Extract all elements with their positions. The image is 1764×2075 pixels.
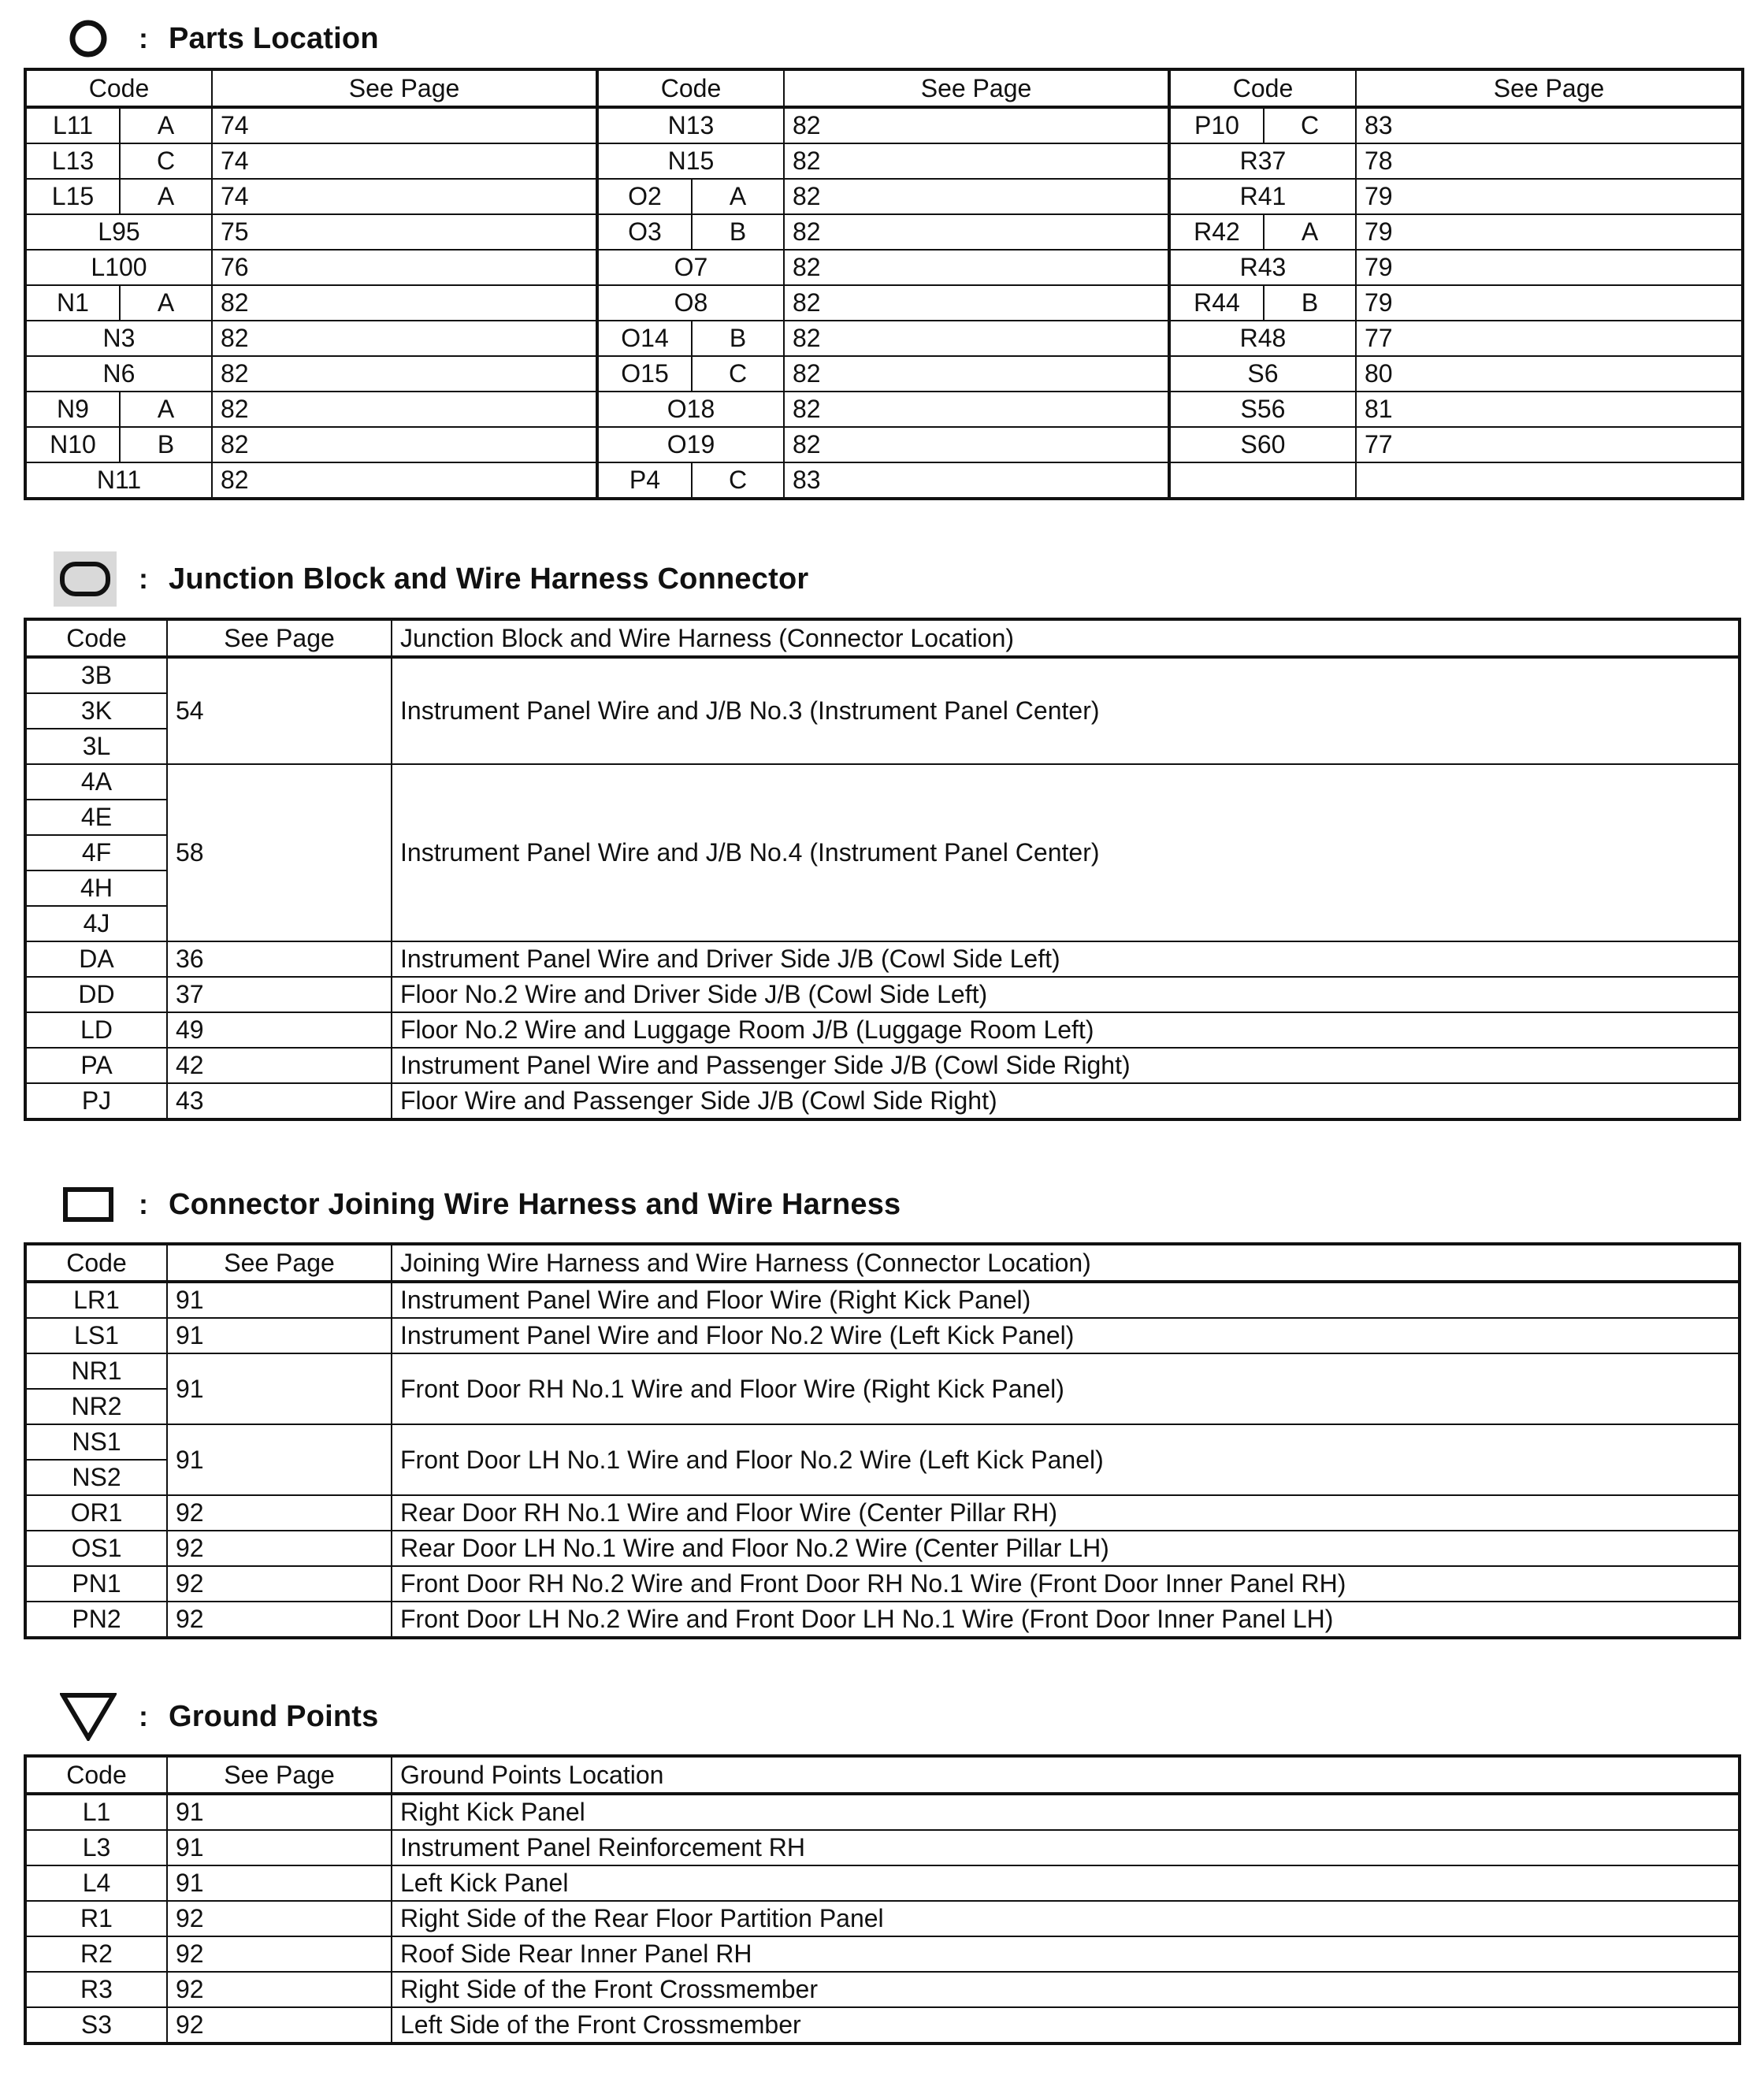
see-page-cell: 91 [167, 1794, 392, 1830]
table-row [25, 1318, 1740, 1353]
see-page-cell: 91 [167, 1353, 392, 1424]
table-row [25, 250, 1743, 285]
see-page-cell: 82 [784, 250, 1169, 285]
table-row [25, 1282, 1740, 1318]
location-cell: Instrument Panel Wire and J/B No.4 (Instrument Panel Center) [392, 764, 1740, 941]
location-cell: Instrument Panel Wire and Passenger Side J/B (Cowl Side Right) [392, 1048, 1740, 1083]
location-header: Ground Points Location [392, 1756, 1740, 1794]
part-code-cell: L100 [25, 250, 212, 285]
code-cell: PN2 [25, 1602, 167, 1638]
table-row [25, 462, 1743, 499]
part-code-cell: O3 [597, 214, 692, 250]
part-connector-cell: A [1264, 214, 1356, 250]
see-page-header: See Page [1356, 69, 1743, 107]
table-row [25, 977, 1740, 1012]
code-header: Code [25, 1756, 167, 1794]
part-code-cell [1169, 462, 1356, 499]
location-header: Joining Wire Harness and Wire Harness (Connector Location) [392, 1244, 1740, 1282]
section-title: Junction Block and Wire Harness Connector [169, 562, 809, 596]
code-header: Code [25, 69, 212, 107]
see-page-cell: 82 [784, 321, 1169, 356]
table-row [25, 1566, 1740, 1602]
table-row [25, 143, 1743, 179]
code-cell: 3B [25, 657, 167, 693]
code-cell: LS1 [25, 1318, 167, 1353]
table-row [25, 764, 1740, 800]
table-row [25, 107, 1743, 143]
see-page-cell: 37 [167, 977, 392, 1012]
see-page-cell: 79 [1356, 250, 1743, 285]
ground-points-table [24, 1754, 1741, 2045]
code-cell: NS1 [25, 1424, 167, 1460]
code-cell: DA [25, 941, 167, 977]
section-colon: : [139, 562, 148, 595]
see-page-cell: 92 [167, 1901, 392, 1936]
part-code-cell: O2 [597, 179, 692, 214]
see-page-cell: 82 [784, 427, 1169, 462]
code-cell: OS1 [25, 1531, 167, 1566]
code-cell: DD [25, 977, 167, 1012]
code-cell: 4J [25, 906, 167, 941]
see-page-cell: 79 [1356, 179, 1743, 214]
table-row [25, 1083, 1740, 1119]
see-page-cell: 82 [212, 427, 597, 462]
see-page-cell: 81 [1356, 392, 1743, 427]
table-row [25, 1865, 1740, 1901]
code-cell: 4A [25, 764, 167, 800]
part-code-cell: O8 [597, 285, 784, 321]
code-cell: LR1 [25, 1282, 167, 1318]
see-page-cell: 82 [212, 356, 597, 392]
see-page-cell: 42 [167, 1048, 392, 1083]
table-row [25, 1495, 1740, 1531]
see-page-cell: 82 [212, 285, 597, 321]
table-row [25, 179, 1743, 214]
part-connector-cell: A [120, 392, 212, 427]
see-page-cell: 79 [1356, 214, 1743, 250]
part-connector-cell: B [1264, 285, 1356, 321]
part-code-cell: N13 [597, 107, 784, 143]
location-cell: Instrument Panel Wire and Floor No.2 Wire (Left Kick Panel) [392, 1318, 1740, 1353]
see-page-cell: 92 [167, 1495, 392, 1531]
code-cell: LD [25, 1012, 167, 1048]
code-cell: OR1 [25, 1495, 167, 1531]
connector-joining-table [24, 1242, 1741, 1639]
table-header-row [25, 1756, 1740, 1794]
section-colon: : [139, 1700, 148, 1732]
see-page-cell: 49 [167, 1012, 392, 1048]
part-code-cell: P4 [597, 462, 692, 499]
part-code-cell: N10 [25, 427, 120, 462]
table-row [25, 356, 1743, 392]
location-cell: Rear Door RH No.1 Wire and Floor Wire (Center Pillar RH) [392, 1495, 1740, 1531]
see-page-cell: 74 [212, 143, 597, 179]
code-cell: PJ [25, 1083, 167, 1119]
see-page-cell: 83 [784, 462, 1169, 499]
location-cell: Left Kick Panel [392, 1865, 1740, 1901]
junction-block-table [24, 618, 1741, 1121]
code-cell: PN1 [25, 1566, 167, 1602]
location-cell: Instrument Panel Reinforcement RH [392, 1830, 1740, 1865]
table-row [25, 321, 1743, 356]
see-page-cell: 92 [167, 1602, 392, 1638]
see-page-cell: 77 [1356, 427, 1743, 462]
location-cell: Roof Side Rear Inner Panel RH [392, 1936, 1740, 1972]
table-row [25, 1602, 1740, 1638]
table-header-row [25, 69, 1743, 107]
see-page-header: See Page [167, 619, 392, 657]
location-cell: Front Door RH No.1 Wire and Floor Wire (Right Kick Panel) [392, 1353, 1740, 1424]
table-row [25, 941, 1740, 977]
part-code-cell: R48 [1169, 321, 1356, 356]
part-connector-cell: B [692, 214, 784, 250]
see-page-header: See Page [784, 69, 1169, 107]
table-row [25, 285, 1743, 321]
connector-joining-header [54, 1177, 901, 1232]
code-cell: PA [25, 1048, 167, 1083]
table-header-row [25, 619, 1740, 657]
code-cell: R3 [25, 1972, 167, 2007]
part-connector-cell: B [120, 427, 212, 462]
location-cell: Floor No.2 Wire and Driver Side J/B (Cowl Side Left) [392, 977, 1740, 1012]
location-cell: Floor No.2 Wire and Luggage Room J/B (Luggage Room Left) [392, 1012, 1740, 1048]
location-cell: Left Side of the Front Crossmember [392, 2007, 1740, 2043]
rounded-rect-icon [54, 551, 117, 607]
see-page-cell: 83 [1356, 107, 1743, 143]
code-cell: L3 [25, 1830, 167, 1865]
location-cell: Instrument Panel Wire and J/B No.3 (Instrument Panel Center) [392, 657, 1740, 764]
part-connector-cell: B [692, 321, 784, 356]
location-cell: Right Side of the Front Crossmember [392, 1972, 1740, 2007]
see-page-cell: 82 [784, 179, 1169, 214]
part-code-cell: R37 [1169, 143, 1356, 179]
code-header: Code [597, 69, 784, 107]
part-code-cell: O19 [597, 427, 784, 462]
see-page-cell: 79 [1356, 285, 1743, 321]
see-page-cell: 82 [784, 392, 1169, 427]
location-cell: Front Door LH No.1 Wire and Floor No.2 Wire (Left Kick Panel) [392, 1424, 1740, 1495]
part-code-cell: L15 [25, 179, 120, 214]
part-code-cell: R43 [1169, 250, 1356, 285]
see-page-header: See Page [167, 1756, 392, 1794]
location-cell: Front Door RH No.2 Wire and Front Door RH No.1 Wire (Front Door Inner Panel RH) [392, 1566, 1740, 1602]
see-page-cell: 43 [167, 1083, 392, 1119]
see-page-cell: 74 [212, 107, 597, 143]
part-connector-cell: C [692, 356, 784, 392]
table-row [25, 214, 1743, 250]
location-cell: Instrument Panel Wire and Floor Wire (Right Kick Panel) [392, 1282, 1740, 1318]
see-page-cell: 91 [167, 1865, 392, 1901]
part-code-cell: R42 [1169, 214, 1264, 250]
table-row [25, 1830, 1740, 1865]
part-code-cell: P10 [1169, 107, 1264, 143]
table-row [25, 1936, 1740, 1972]
section-title: Parts Location [169, 21, 379, 55]
see-page-cell: 74 [212, 179, 597, 214]
part-code-cell: N6 [25, 356, 212, 392]
part-code-cell: N3 [25, 321, 212, 356]
code-header: Code [25, 1244, 167, 1282]
table-row [25, 1424, 1740, 1460]
table-row [25, 1901, 1740, 1936]
see-page-header: See Page [212, 69, 597, 107]
table-row [25, 657, 1740, 693]
code-cell: NR1 [25, 1353, 167, 1389]
see-page-cell: 92 [167, 2007, 392, 2043]
section-title: Ground Points [169, 1699, 379, 1733]
see-page-cell: 77 [1356, 321, 1743, 356]
part-connector-cell: C [120, 143, 212, 179]
see-page-cell: 92 [167, 1531, 392, 1566]
see-page-cell: 36 [167, 941, 392, 977]
code-cell: L1 [25, 1794, 167, 1830]
see-page-header: See Page [167, 1244, 392, 1282]
circle-icon [54, 11, 123, 66]
see-page-cell: 75 [212, 214, 597, 250]
see-page-cell: 82 [212, 392, 597, 427]
code-header: Code [25, 619, 167, 657]
see-page-cell: 92 [167, 1936, 392, 1972]
table-row [25, 1531, 1740, 1566]
location-cell: Instrument Panel Wire and Driver Side J/B (Cowl Side Left) [392, 941, 1740, 977]
part-code-cell: O7 [597, 250, 784, 285]
code-cell: 3K [25, 693, 167, 729]
code-cell: R2 [25, 1936, 167, 1972]
part-code-cell: R41 [1169, 179, 1356, 214]
part-code-cell: R44 [1169, 285, 1264, 321]
location-cell: Right Kick Panel [392, 1794, 1740, 1830]
code-cell: 3L [25, 729, 167, 764]
see-page-cell: 82 [784, 214, 1169, 250]
table-row [25, 1972, 1740, 2007]
part-code-cell: N1 [25, 285, 120, 321]
down-triangle-icon [54, 1689, 123, 1744]
see-page-cell [1356, 462, 1743, 499]
part-connector-cell: A [120, 285, 212, 321]
part-connector-cell: A [120, 107, 212, 143]
part-code-cell: N15 [597, 143, 784, 179]
part-code-cell: S6 [1169, 356, 1356, 392]
location-cell: Right Side of the Rear Floor Partition Panel [392, 1901, 1740, 1936]
location-cell: Rear Door LH No.1 Wire and Floor No.2 Wire (Center Pillar LH) [392, 1531, 1740, 1566]
table-row [25, 1012, 1740, 1048]
part-code-cell: N9 [25, 392, 120, 427]
see-page-cell: 92 [167, 1972, 392, 2007]
table-row [25, 1794, 1740, 1830]
parts-location-header [54, 11, 379, 66]
see-page-cell: 82 [784, 107, 1169, 143]
see-page-cell: 91 [167, 1282, 392, 1318]
ground-points-header [54, 1689, 378, 1744]
part-code-cell: L95 [25, 214, 212, 250]
section-colon: : [139, 22, 148, 54]
table-row [25, 2007, 1740, 2043]
see-page-cell: 76 [212, 250, 597, 285]
see-page-cell: 91 [167, 1424, 392, 1495]
see-page-cell: 82 [784, 356, 1169, 392]
table-row [25, 1353, 1740, 1389]
location-cell: Front Door LH No.2 Wire and Front Door LH No.1 Wire (Front Door Inner Panel LH) [392, 1602, 1740, 1638]
code-cell: 4E [25, 800, 167, 835]
code-cell: 4H [25, 870, 167, 906]
see-page-cell: 82 [212, 462, 597, 499]
section-colon: : [139, 1188, 148, 1220]
part-code-cell: L13 [25, 143, 120, 179]
section-title: Connector Joining Wire Harness and Wire Harness [169, 1187, 901, 1221]
part-connector-cell: A [692, 179, 784, 214]
rectangle-icon [54, 1177, 123, 1232]
see-page-cell: 91 [167, 1830, 392, 1865]
code-header: Code [1169, 69, 1356, 107]
part-code-cell: N11 [25, 462, 212, 499]
see-page-cell: 91 [167, 1318, 392, 1353]
part-code-cell: O18 [597, 392, 784, 427]
part-connector-cell: C [1264, 107, 1356, 143]
code-cell: 4F [25, 835, 167, 870]
code-cell: NS2 [25, 1460, 167, 1495]
see-page-cell: 92 [167, 1566, 392, 1602]
table-row [25, 1048, 1740, 1083]
junction-block-header [54, 551, 808, 607]
part-code-cell: O14 [597, 321, 692, 356]
location-cell: Floor Wire and Passenger Side J/B (Cowl Side Right) [392, 1083, 1740, 1119]
code-cell: L4 [25, 1865, 167, 1901]
code-cell: NR2 [25, 1389, 167, 1424]
location-header: Junction Block and Wire Harness (Connector Location) [392, 619, 1740, 657]
part-code-cell: O15 [597, 356, 692, 392]
table-row [25, 392, 1743, 427]
table-header-row [25, 1244, 1740, 1282]
part-connector-cell: C [692, 462, 784, 499]
see-page-cell: 54 [167, 657, 392, 764]
part-connector-cell: A [120, 179, 212, 214]
see-page-cell: 82 [212, 321, 597, 356]
part-code-cell: S60 [1169, 427, 1356, 462]
part-code-cell: S56 [1169, 392, 1356, 427]
parts-location-table [24, 68, 1744, 500]
table-row [25, 427, 1743, 462]
see-page-cell: 80 [1356, 356, 1743, 392]
see-page-cell: 82 [784, 143, 1169, 179]
see-page-cell: 82 [784, 285, 1169, 321]
code-cell: S3 [25, 2007, 167, 2043]
see-page-cell: 58 [167, 764, 392, 941]
code-cell: R1 [25, 1901, 167, 1936]
see-page-cell: 78 [1356, 143, 1743, 179]
part-code-cell: L11 [25, 107, 120, 143]
